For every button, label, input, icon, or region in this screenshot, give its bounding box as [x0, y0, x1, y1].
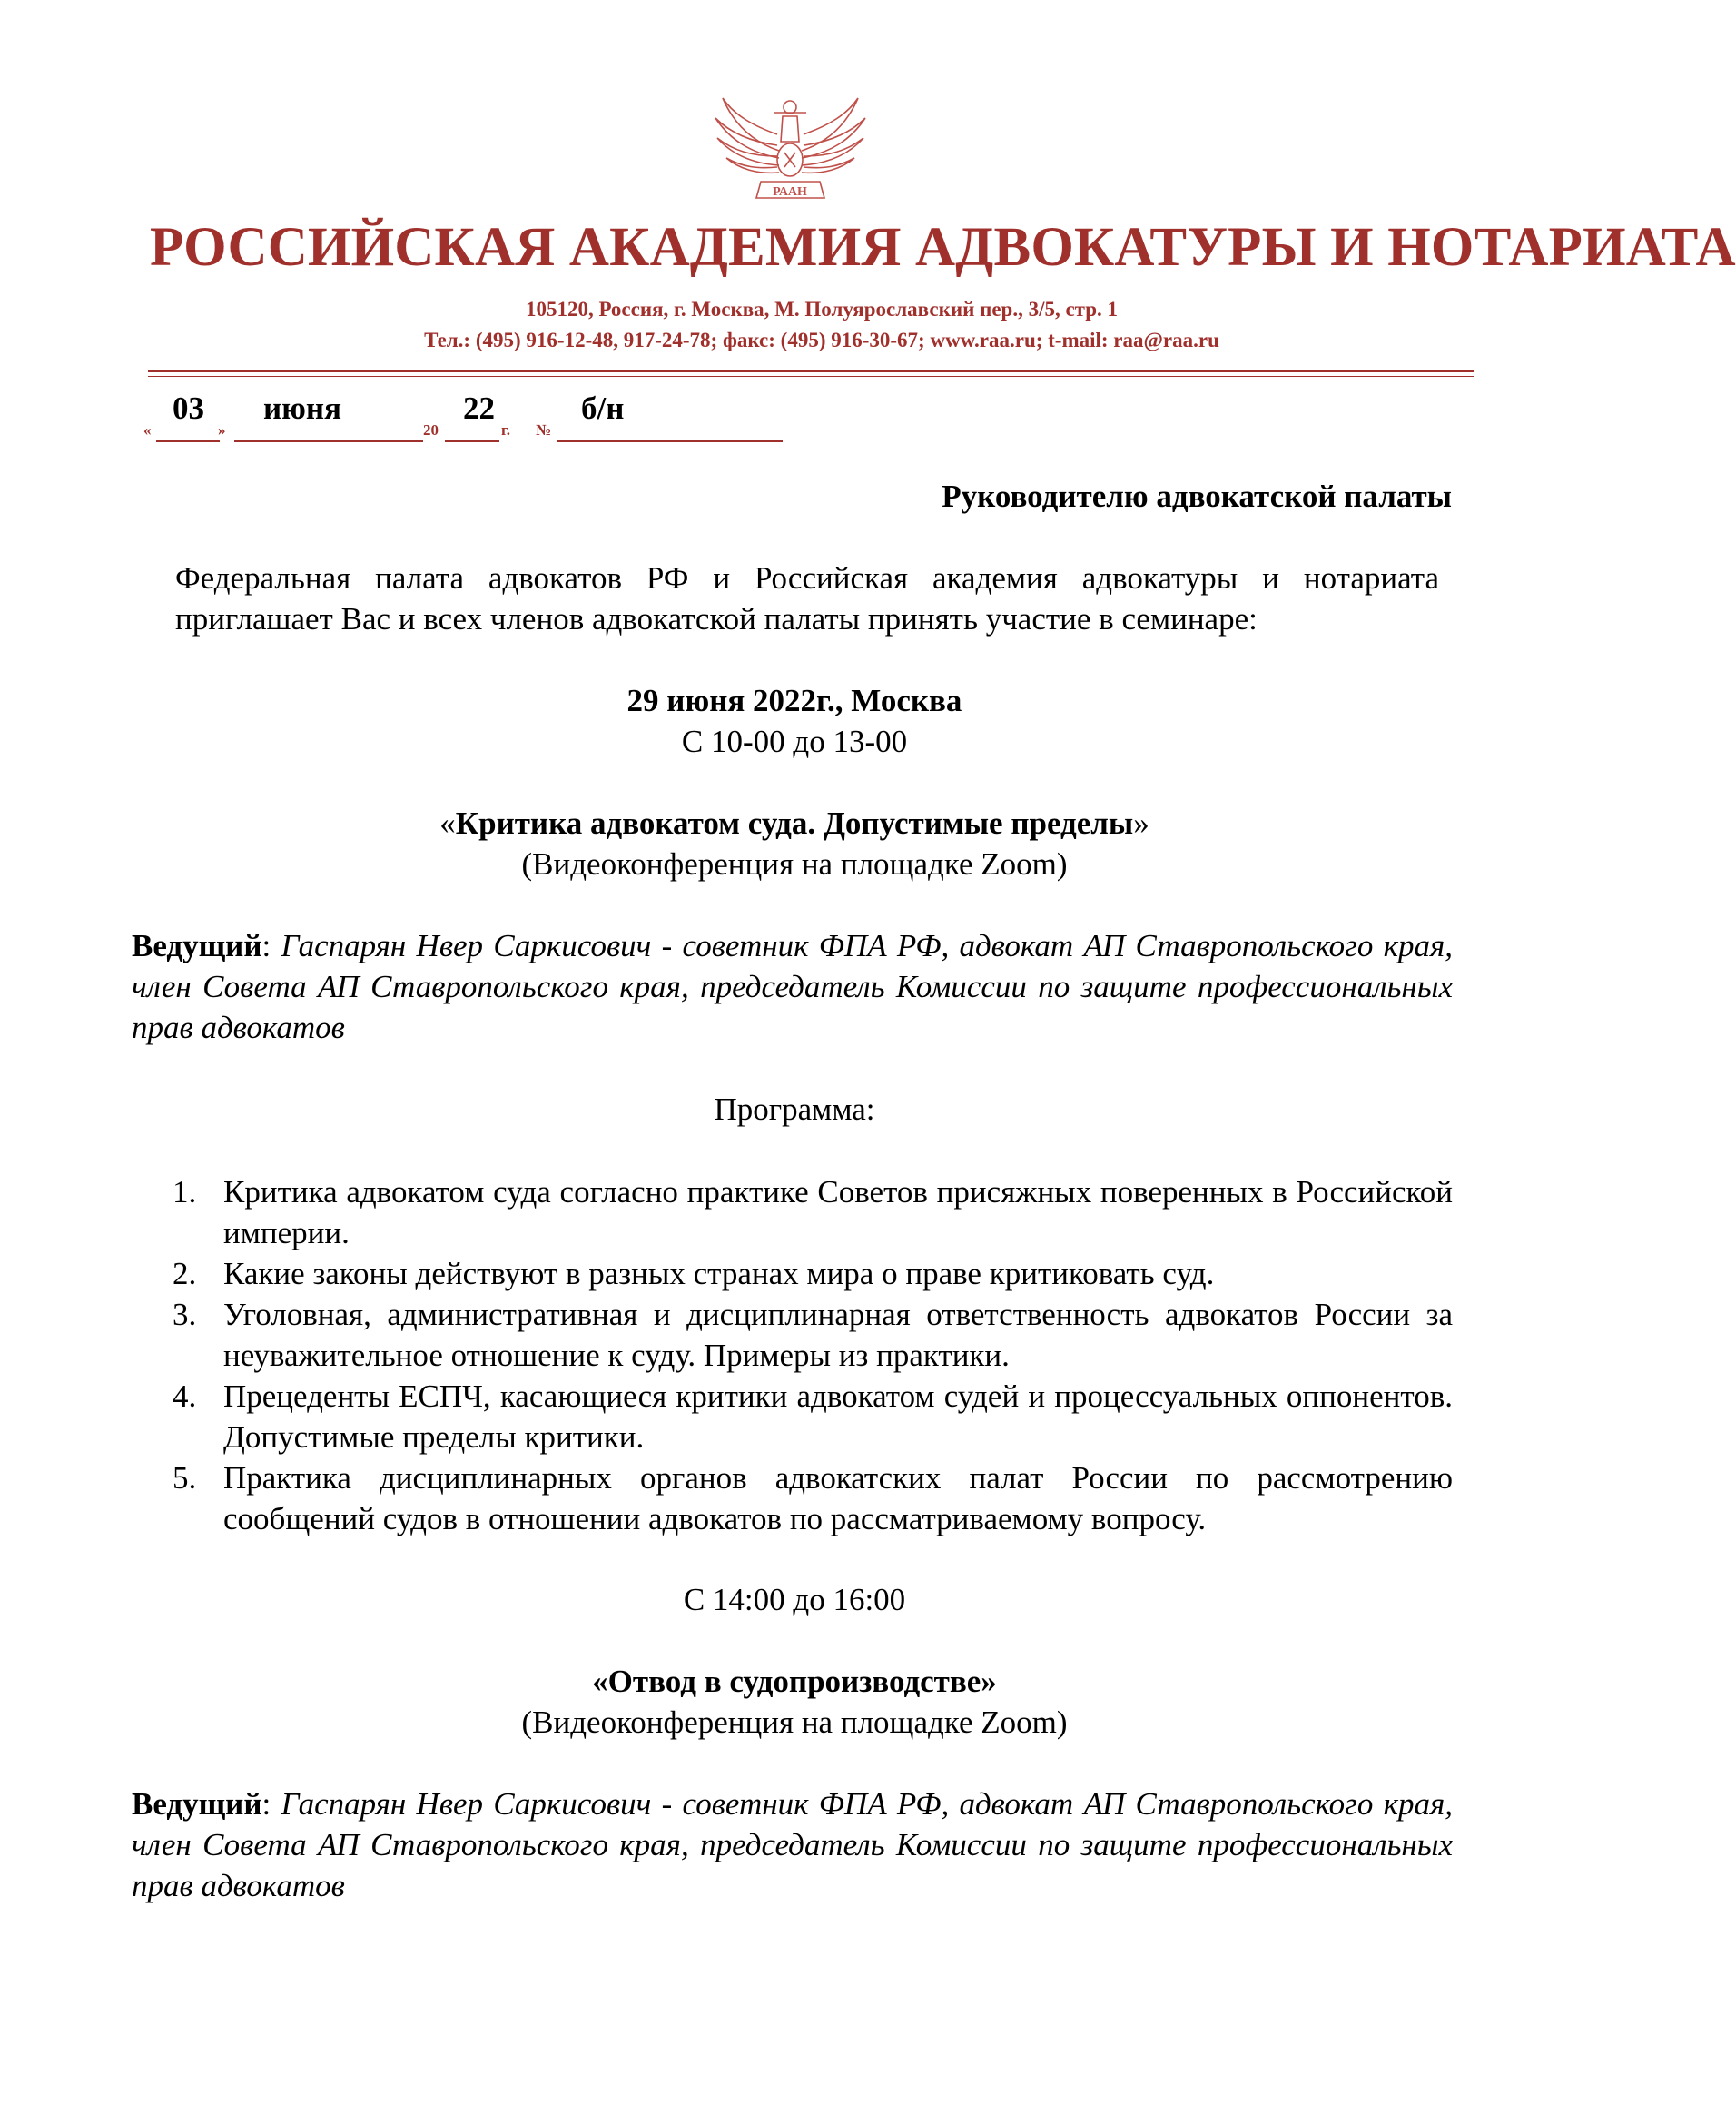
intro-paragraph: Федеральная палата адвокатов РФ и Российская академия адвокатуры и нотариата приглашает Вас и всех членов адвокатской палаты принять участие в семинаре: — [175, 560, 1439, 637]
ref-year-underline — [445, 440, 499, 442]
raan-emblem-logo — [697, 87, 883, 203]
document-reference-line — [0, 390, 1502, 454]
list-item — [173, 1457, 1453, 1539]
list-item-text: Критика адвокатом суда согласно практике Советов присяжных поверенных в Российской империи. — [223, 1174, 1453, 1250]
session2-host — [132, 1783, 1453, 1906]
ref-year: 22 — [463, 390, 495, 426]
host-label: Ведущий — [132, 928, 262, 963]
session1-close-quote: » — [1133, 805, 1149, 841]
ref-number-sign: № — [536, 421, 552, 439]
session1-title-text: Критика адвокатом суда. Допустимые пределы — [455, 805, 1134, 841]
ref-year-suffix: г. — [501, 421, 511, 439]
session1-host — [132, 925, 1453, 1048]
list-item — [173, 1171, 1453, 1253]
program-heading: Программа: — [714, 1092, 875, 1127]
ref-century: 20 — [423, 421, 439, 439]
ref-close-quote: » — [218, 421, 226, 439]
host-description: Гаспарян Нвер Саркисович - советник ФПА РФ, адвокат АП Ставропольского края, член Совета АП Ставропольского края, председатель Комиссии по защите профессиональных прав адвокатов — [132, 928, 1453, 1045]
list-item — [173, 1376, 1453, 1457]
list-item-text: Какие законы действуют в разных странах мира о праве критиковать суд. — [223, 1256, 1215, 1291]
host-separator: : — [261, 1786, 271, 1822]
list-item-text: Практика дисциплинарных органов адвокатских палат России по рассмотрению сообщений судов в отношении адвокатов по рассматриваемому вопросу. — [223, 1460, 1453, 1536]
list-item-number: 2. — [173, 1256, 197, 1291]
ref-day: 03 — [173, 390, 204, 426]
session2-time: С 14:00 до 16:00 — [683, 1582, 906, 1617]
session1-title — [0, 803, 1589, 844]
logo-text: РААН — [773, 185, 807, 199]
event-time-1: С 10-00 до 13-00 — [681, 724, 908, 759]
letterhead-divider — [148, 370, 1474, 372]
program-list — [173, 1171, 1453, 1539]
organization-name: РОССИЙСКАЯ АКАДЕМИЯ АДВОКАТУРЫ И НОТАРИАТА — [150, 217, 1736, 278]
list-item-number: 5. — [173, 1460, 197, 1496]
session1-format: (Видеоконференция на площадке Zoom) — [521, 846, 1068, 882]
ref-day-underline — [156, 440, 220, 442]
ref-month-underline — [234, 440, 423, 442]
ref-number: б/н — [581, 390, 625, 426]
session1-open-quote: « — [439, 805, 456, 841]
ref-open-quote: « — [143, 421, 152, 439]
addressee: Руководителю адвокатской палаты — [942, 479, 1452, 514]
list-item-text: Прецеденты ЕСПЧ, касающиеся критики адвокатом судей и процессуальных оппонентов. Допустимые пределы критики. — [223, 1378, 1453, 1455]
organization-contacts: Тел.: (495) 916-12-48, 917-24-78; факс: (495) 916-30-67; www.raa.ru; t-mail: raa@raa.ru — [424, 329, 1219, 351]
list-item-number: 4. — [173, 1378, 197, 1414]
list-item-text: Уголовная, административная и дисциплинарная ответственность адвокатов России за неуважительное отношение к суду. Примеры из практики. — [223, 1297, 1453, 1373]
organization-address: 105120, Россия, г. Москва, М. Полуярославский пер., 3/5, стр. 1 — [525, 298, 1119, 321]
ref-number-underline — [557, 440, 783, 442]
list-item — [173, 1253, 1453, 1294]
list-item-number: 3. — [173, 1297, 197, 1332]
host-separator: : — [261, 928, 271, 963]
list-item-number: 1. — [173, 1174, 197, 1210]
session2-title: «Отвод в судопроизводстве» — [592, 1664, 997, 1699]
list-item — [173, 1294, 1453, 1376]
host-label: Ведущий — [132, 1786, 262, 1822]
session2-format: (Видеоконференция на площадке Zoom) — [521, 1704, 1068, 1740]
letterhead-divider-thin — [148, 376, 1474, 377]
host-description: Гаспарян Нвер Саркисович - советник ФПА РФ, адвокат АП Ставропольского края, член Совета АП Ставропольского края, председатель Комиссии по защите профессиональных прав адвокатов — [132, 1786, 1453, 1903]
event-date-place: 29 июня 2022г., Москва — [626, 683, 962, 718]
ref-month: июня — [263, 390, 342, 426]
